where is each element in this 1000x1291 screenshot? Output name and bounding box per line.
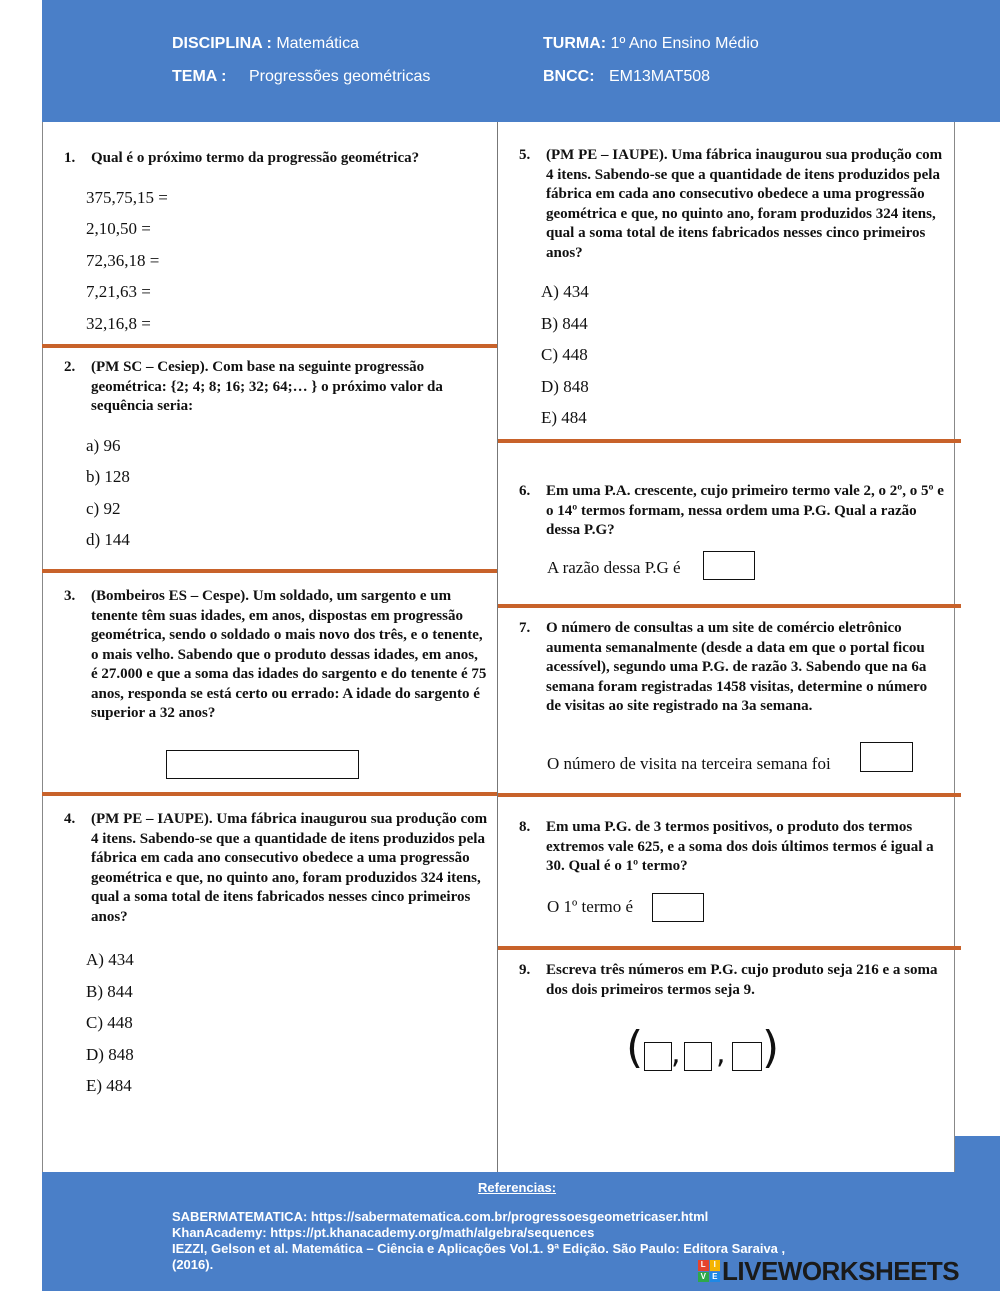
separator-q2-q3 [42, 569, 497, 573]
disciplina-value: Matemática [276, 35, 360, 52]
disciplina-label: DISCIPLINA : [172, 35, 272, 52]
logo-letter: L [698, 1260, 709, 1271]
reference-item: (2016). [172, 1257, 214, 1272]
question-text: Qual é o próximo termo da progressão geométrica? [91, 150, 420, 166]
question-number: 7. [519, 620, 531, 636]
question-text: (PM SC – Cesiep). Com base na seguinte progressão geométrica: {2; 4; 8; 16; 32; 64;… } o próximo valor da sequência seria: [91, 359, 443, 414]
question-text: Em uma P.G. de 3 termos positivos, o produto dos termos extremos vale 625, e a soma dos dois últimos termos é igual a 30. Qual é o 1º termo? [546, 819, 934, 874]
question-6 [519, 482, 945, 541]
q3-answer-input[interactable] [166, 750, 359, 779]
tema-field [172, 68, 430, 86]
question-text: (Bombeiros ES – Cespe). Um soldado, um sargento e um tenente têm suas idades, em anos, dispostas em progressão geométrica, sendo o soldado o mais novo dos três, e o tenente, o mais velho. Sabendo que o produto dessas idades, em anos, é 27.000 e que a soma das idades do sargento e do tenente é 75 anos, responda se está certo ou errado: A idade do sargento é superior a 32 anos? [91, 588, 487, 721]
bncc-value: EM13MAT508 [609, 68, 711, 85]
q5-option[interactable]: C) 448 [541, 345, 588, 364]
question-8 [519, 818, 945, 877]
separator-q7-q8 [498, 793, 961, 797]
q7-answer-label: O número de visita na terceira semana foi [547, 754, 831, 773]
question-number: 1. [64, 150, 76, 166]
question-number: 3. [64, 588, 76, 604]
question-text: (PM PE – IAUPE). Uma fábrica inaugurou sua produção com 4 itens. Sabendo-se que a quantidade de itens produzidos pela fábrica em cada ano consecutivo obedece a uma progressão geométrica e que, no quinto ano, foram produzidos 324 itens, qual a soma total de itens fabricados nesses cinco primeiros anos? [546, 147, 943, 261]
separator-q1-q2 [42, 344, 497, 348]
separator-q5-q6 [498, 439, 961, 443]
question-text: (PM PE – IAUPE). Uma fábrica inaugurou sua produção com 4 itens. Sabendo-se que a quantidade de itens produzidos pela fábrica em cada ano consecutivo obedece a uma progressão geométrica e que, no quinto ano, foram produzidos 324 itens, qual a soma total de itens fabricados nesses cinco primeiros anos? [91, 811, 488, 925]
reference-item: SABERMATEMATICA: https://sabermatematica.com.br/progressoesgeometricaser.html [172, 1209, 709, 1224]
question-number: 2. [64, 359, 76, 375]
separator-q6-q7 [498, 604, 961, 608]
q6-answer-label: A razão dessa P.G é [547, 558, 681, 577]
q1-item: 2,10,50 = [86, 219, 151, 238]
q1-item: 375,75,15 = [86, 188, 168, 207]
q7-answer-input[interactable] [860, 742, 913, 772]
question-number: 8. [519, 819, 531, 835]
liveworksheets-logo[interactable] [698, 1256, 959, 1286]
reference-item: KhanAcademy: https://pt.khanacademy.org/math/algebra/sequences [172, 1225, 595, 1240]
question-1 [64, 149, 484, 169]
turma-value: 1º Ano Ensino Médio [610, 35, 759, 52]
question-number: 6. [519, 483, 531, 499]
question-text: Escreva três números em P.G. cujo produto seja 216 e a soma dos dois primeiros termos seja 9. [546, 962, 938, 998]
q5-option[interactable]: E) 484 [541, 408, 587, 427]
q8-answer-input[interactable] [652, 893, 704, 922]
q2-option[interactable]: d) 144 [86, 530, 130, 549]
q9-answer-input-3[interactable] [732, 1042, 762, 1071]
question-5 [519, 146, 947, 263]
q2-option[interactable]: c) 92 [86, 499, 121, 518]
q5-option[interactable]: A) 434 [541, 282, 589, 301]
open-parenthesis: ( [626, 1022, 644, 1073]
comma: , [716, 1036, 726, 1071]
turma-label: TURMA: [543, 35, 607, 52]
question-number: 9. [519, 962, 531, 978]
tema-value: Progressões geométricas [248, 68, 431, 85]
bncc-field [543, 68, 710, 86]
q5-option[interactable]: D) 848 [541, 377, 589, 396]
comma: , [671, 1036, 681, 1071]
q5-option[interactable]: B) 844 [541, 314, 588, 333]
q4-option[interactable]: E) 484 [86, 1076, 132, 1095]
close-parenthesis: ) [762, 1022, 780, 1073]
q4-option[interactable]: A) 434 [86, 950, 134, 969]
question-2 [64, 358, 484, 417]
question-text: Em uma P.A. crescente, cujo primeiro termo vale 2, o 2º, o 5º e o 14º termos formam, nessa ordem uma P.G. Qual a razão dessa P.G? [546, 483, 944, 538]
question-3 [64, 587, 488, 724]
bncc-label: BNCC: [543, 68, 595, 85]
logo-letter: I [710, 1260, 721, 1271]
turma-field [543, 35, 759, 53]
footer-tab [955, 1136, 1000, 1176]
question-number: 4. [64, 811, 76, 827]
logo-letter: E [710, 1272, 721, 1283]
q4-option[interactable]: C) 448 [86, 1013, 133, 1032]
brand-name: LIVEWORKSHEETS [722, 1255, 960, 1286]
references-title: Referencias: [478, 1180, 557, 1195]
q1-item: 32,16,8 = [86, 314, 151, 333]
q1-item: 72,36,18 = [86, 251, 160, 270]
separator-q8-q9 [498, 946, 961, 950]
question-7 [519, 619, 945, 717]
question-number: 5. [519, 147, 531, 163]
q9-answer-input-1[interactable] [644, 1042, 672, 1071]
logo-grid-icon [698, 1260, 720, 1282]
logo-letter: V [698, 1272, 709, 1283]
q4-option[interactable]: D) 848 [86, 1045, 134, 1064]
question-text: O número de consultas a um site de comércio eletrônico aumenta semanalmente (desde a data em que o portal ficou acessível), segundo uma P.G. de razão 3. Sabendo que na 6a semana foram registradas 1458 visitas, determine o número de visitas ao site registrado na 3a semana. [546, 620, 928, 714]
q4-option[interactable]: B) 844 [86, 982, 133, 1001]
separator-q3-q4 [42, 792, 497, 796]
reference-item: IEZZI, Gelson et al. Matemática – Ciência e Aplicações Vol.1. 9ª Edição. São Paulo: Editora Saraiva , [172, 1241, 786, 1256]
q2-option[interactable]: b) 128 [86, 467, 130, 486]
disciplina-field [172, 35, 359, 53]
q8-answer-label: O 1º termo é [547, 897, 633, 916]
q9-answer-input-2[interactable] [684, 1042, 712, 1071]
question-9 [519, 961, 945, 1000]
question-4 [64, 810, 488, 927]
tema-label: TEMA : [172, 68, 227, 85]
q1-item: 7,21,63 = [86, 282, 151, 301]
q2-option[interactable]: a) 96 [86, 436, 121, 455]
q6-answer-input[interactable] [703, 551, 755, 580]
header-bar [42, 0, 1000, 122]
column-divider [497, 122, 498, 1172]
